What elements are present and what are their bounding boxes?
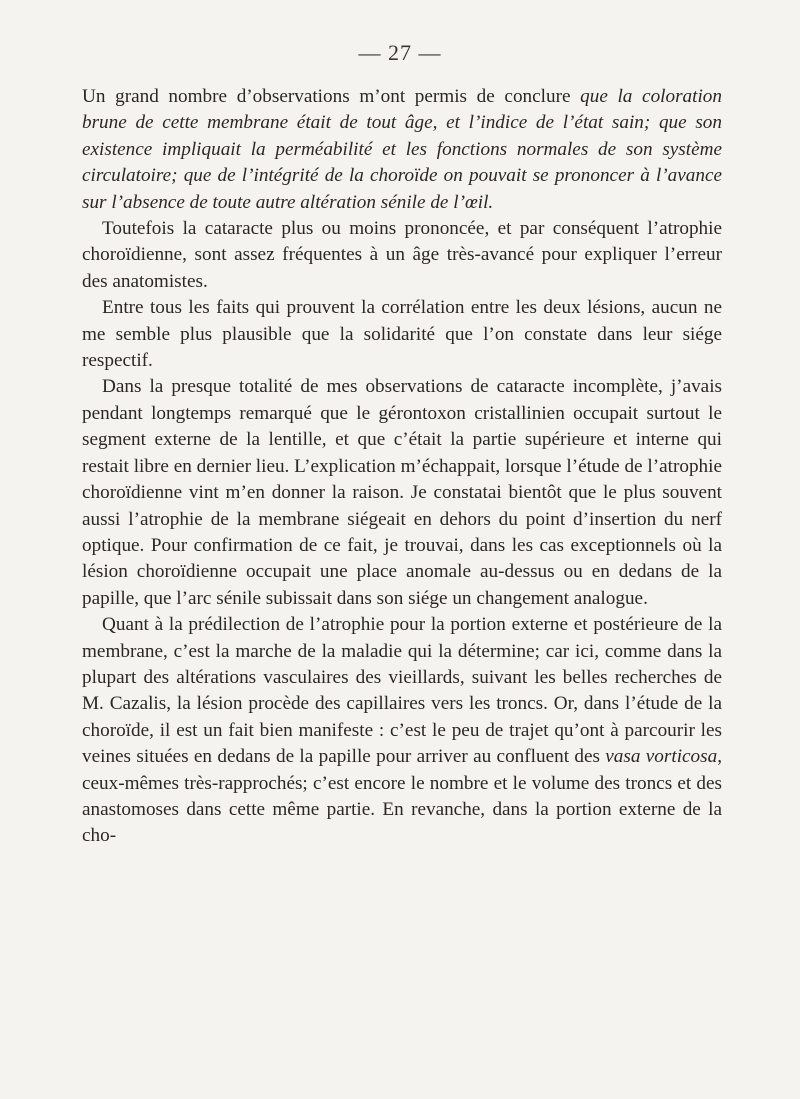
text-segment: Toutefois la cataracte plus ou moins prononcée, et par conséquent l’atrophie choroïdienne, sont assez fréquentes à un âge très-avancé pour expliquer l’erreur des anatomistes. [82,218,722,292]
text-segment: , ceux-mêmes très-rapprochés; c’est encore le nombre et le volume des troncs et des anastomoses dans cette même partie. En revanche, dans la portion externe de la cho- [82,746,722,847]
italic-text-segment: vasa vorticosa [605,746,718,768]
paragraph [82,295,722,374]
italic-text-segment: que la coloration brune de cette membrane était de tout âge, et l’indice de l’état sain; que son existence impliquait la perméabilité et les fonctions normales de son système circulatoire; que de l’intégrité de la choroïde on pouvait se prononcer à l’avance sur l’absence de toute autre altération sénile de l’œil. [82,86,722,213]
paragraph [82,612,722,850]
text-segment: Quant à la prédilection de l’atrophie pour la portion externe et postérieure de la membrane, c’est la marche de la maladie qui la détermine; car ici, comme dans la plupart des altérations vasculaires des vieillards, suivant les belles recherches de M. Cazalis, la lésion procède des capillaires vers les troncs. Or, dans l’étude de la choroïde, il est un fait bien manifeste : c’est le peu de trajet qu’ont à parcourir les veines situées en dedans de la papille pour arriver au confluent des [82,614,722,768]
text-segment: Entre tous les faits qui prouvent la corrélation entre les deux lésions, aucun ne me semble plus plausible que la solidarité que l’on constate dans leur siége respectif. [82,297,722,372]
page-number: — 27 — [358,40,442,65]
paragraph [82,84,722,216]
body-text [82,84,722,850]
paragraph [82,374,722,612]
text-segment: Un grand nombre d’observations m’ont permis de conclure [82,86,581,107]
text-segment: Dans la presque totalité de mes observations de cataracte incomplète, j’avais pendant longtemps remarqué que le gérontoxon cristallinien occupait surtout le segment externe de la lentille, et que c’était la partie supérieure et interne qui restait libre en dernier lieu. L’explication m’échappait, lorsque l’étude de l’atrophie choroïdienne vint m’en donner la raison. Je constatai bientôt que le plus souvent aussi l’atrophie de la membrane siégeait en dehors du point d’insertion du nerf optique. Pour confirmation de ce fait, je trouvai, dans les cas exceptionnels où la lésion choroïdienne occupait une place anomale au-dessus ou en dedans de la papille, que l’arc sénile subissait dans son siége un changement analogue. [82,376,722,609]
paragraph [82,216,722,295]
